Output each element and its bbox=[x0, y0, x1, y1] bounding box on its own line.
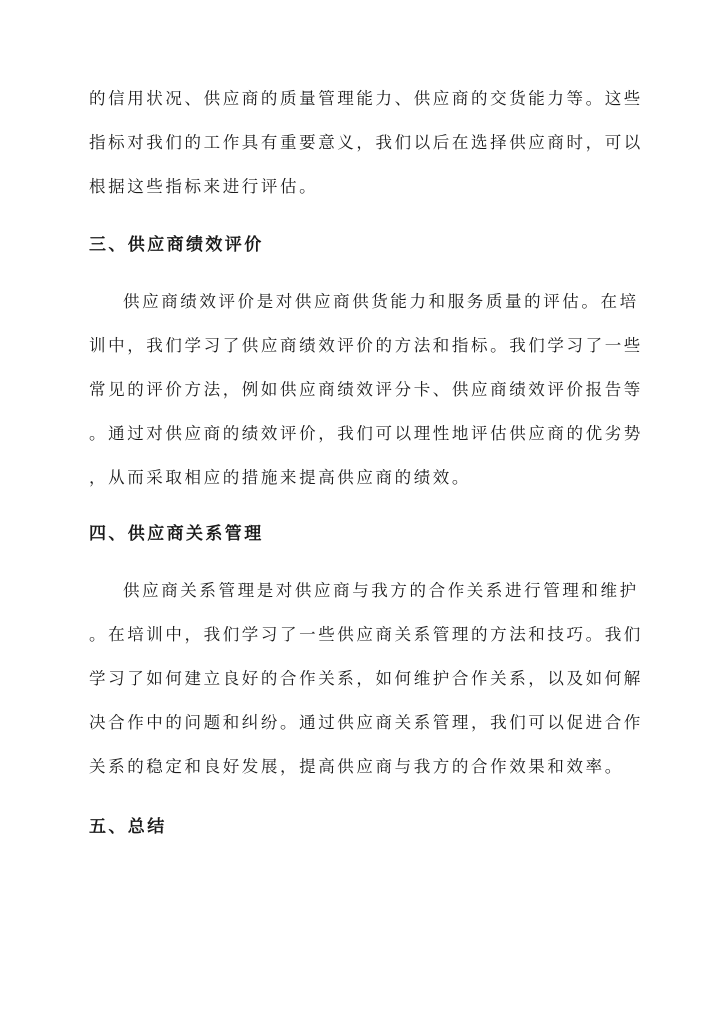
section-heading-3: 三、供应商绩效评价 bbox=[89, 235, 264, 255]
paragraph-line: 关系的稳定和良好发展，提高供应商与我方的合作效果和效率。 bbox=[89, 757, 624, 776]
paragraph-line: 指标对我们的工作具有重要意义，我们以后在选择供应商时，可以 bbox=[89, 133, 643, 152]
paragraph-line: 训中，我们学习了供应商绩效评价的方法和指标。我们学习了一些 bbox=[89, 336, 643, 355]
paragraph-line: 。通过对供应商的绩效评价，我们可以理性地评估供应商的优劣势 bbox=[89, 424, 643, 443]
paragraph-line: ，从而采取相应的措施来提高供应商的绩效。 bbox=[89, 468, 471, 487]
paragraph-line: 。在培训中，我们学习了一些供应商关系管理的方法和技巧。我们 bbox=[89, 625, 643, 644]
paragraph-line: 常见的评价方法，例如供应商绩效评分卡、供应商绩效评价报告等 bbox=[89, 380, 643, 399]
paragraph-line: 根据这些指标来进行评估。 bbox=[89, 177, 319, 196]
paragraph-line: 的信用状况、供应商的质量管理能力、供应商的交货能力等。这些 bbox=[89, 89, 643, 108]
paragraph-line: 供应商绩效评价是对供应商供货能力和服务质量的评估。在培 bbox=[123, 292, 639, 311]
section-heading-4: 四、供应商关系管理 bbox=[89, 524, 264, 544]
section-heading-5: 五、总结 bbox=[89, 817, 167, 837]
paragraph-line: 供应商关系管理是对供应商与我方的合作关系进行管理和维护 bbox=[123, 581, 639, 600]
paragraph-line: 决合作中的问题和纠纷。通过供应商关系管理，我们可以促进合作 bbox=[89, 713, 643, 732]
paragraph-line: 学习了如何建立良好的合作关系，如何维护合作关系，以及如何解 bbox=[89, 669, 643, 688]
